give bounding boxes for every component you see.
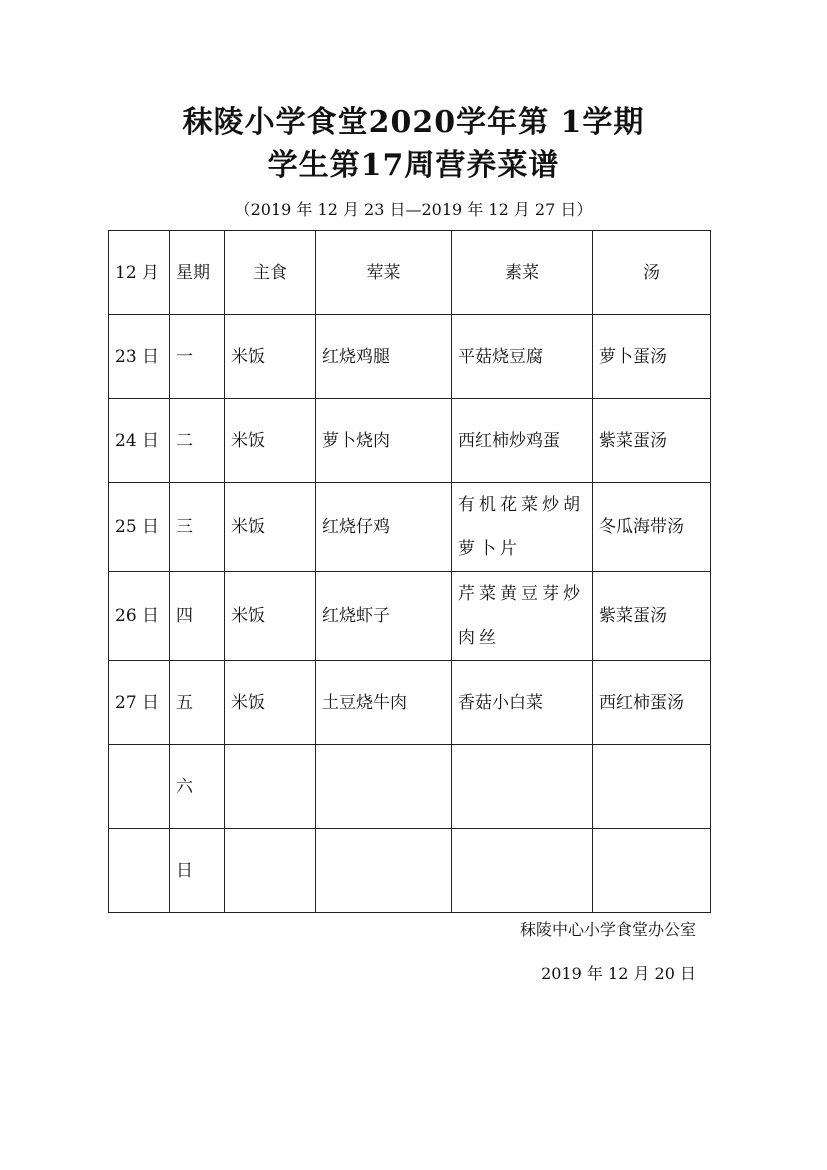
cell-soup: 萝卜蛋汤 bbox=[593, 315, 711, 399]
cell-staple: 米饭 bbox=[225, 483, 316, 572]
table-row bbox=[109, 399, 711, 483]
cell-meat-dish: 红烧仔鸡 bbox=[316, 483, 452, 572]
cell-soup bbox=[593, 745, 711, 829]
cell-weekday: 日 bbox=[170, 829, 225, 913]
cell-date: 27 日 bbox=[109, 661, 170, 745]
page-title: 秣陵小学食堂2020学年第 1学期 bbox=[182, 105, 645, 140]
cell-date: 26 日 bbox=[109, 572, 170, 661]
cell-date: 24 日 bbox=[109, 399, 170, 483]
cell-soup: 冬瓜海带汤 bbox=[593, 483, 711, 572]
table-header-row bbox=[109, 231, 711, 315]
cell-vegetable-dish: 西红柿炒鸡蛋 bbox=[452, 399, 593, 483]
cell-weekday: 三 bbox=[170, 483, 225, 572]
header-month: 12 月 bbox=[109, 231, 170, 315]
page-subtitle: 学生第17周营养菜谱 bbox=[267, 148, 560, 183]
cell-staple: 米饭 bbox=[225, 572, 316, 661]
cell-weekday: 五 bbox=[170, 661, 225, 745]
header-soup: 汤 bbox=[593, 231, 711, 315]
cell-meat-dish: 红烧鸡腿 bbox=[316, 315, 452, 399]
cell-staple: 米饭 bbox=[225, 399, 316, 483]
cell-soup: 西红柿蛋汤 bbox=[593, 661, 711, 745]
issue-date: 2019 年 12 月 20 日 bbox=[541, 964, 696, 983]
cell-date: 23 日 bbox=[109, 315, 170, 399]
cell-meat-dish bbox=[316, 745, 452, 829]
table-row bbox=[109, 315, 711, 399]
cell-vegetable-dish: 平菇烧豆腐 bbox=[452, 315, 593, 399]
cell-vegetable-dish: 有机花菜炒胡萝卜片 bbox=[452, 483, 593, 572]
header-vegetable-dish: 素菜 bbox=[452, 231, 593, 315]
cell-soup: 紫菜蛋汤 bbox=[593, 572, 711, 661]
cell-vegetable-dish bbox=[452, 829, 593, 913]
cell-date bbox=[109, 745, 170, 829]
menu-table bbox=[108, 230, 711, 913]
date-range: （2019 年 12 月 23 日—2019 年 12 月 27 日） bbox=[234, 200, 593, 219]
cell-vegetable-dish: 香菇小白菜 bbox=[452, 661, 593, 745]
cell-meat-dish: 红烧虾子 bbox=[316, 572, 452, 661]
table-row bbox=[109, 829, 711, 913]
cell-meat-dish bbox=[316, 829, 452, 913]
table-row bbox=[109, 661, 711, 745]
issuer-office: 秣陵中心小学食堂办公室 bbox=[519, 920, 696, 939]
cell-soup bbox=[593, 829, 711, 913]
cell-staple bbox=[225, 745, 316, 829]
table-row bbox=[109, 745, 711, 829]
cell-date: 25 日 bbox=[109, 483, 170, 572]
cell-weekday: 六 bbox=[170, 745, 225, 829]
cell-weekday: 二 bbox=[170, 399, 225, 483]
table-row bbox=[109, 572, 711, 661]
cell-meat-dish: 萝卜烧肉 bbox=[316, 399, 452, 483]
header-meat-dish: 荤菜 bbox=[316, 231, 452, 315]
cell-date bbox=[109, 829, 170, 913]
cell-staple: 米饭 bbox=[225, 661, 316, 745]
cell-vegetable-dish: 芹菜黄豆芽炒肉丝 bbox=[452, 572, 593, 661]
cell-weekday: 一 bbox=[170, 315, 225, 399]
cell-vegetable-dish bbox=[452, 745, 593, 829]
cell-weekday: 四 bbox=[170, 572, 225, 661]
cell-soup: 紫菜蛋汤 bbox=[593, 399, 711, 483]
cell-staple: 米饭 bbox=[225, 315, 316, 399]
cell-staple bbox=[225, 829, 316, 913]
table-row bbox=[109, 483, 711, 572]
header-staple: 主食 bbox=[225, 231, 316, 315]
cell-meat-dish: 土豆烧牛肉 bbox=[316, 661, 452, 745]
header-weekday: 星期 bbox=[170, 231, 225, 315]
